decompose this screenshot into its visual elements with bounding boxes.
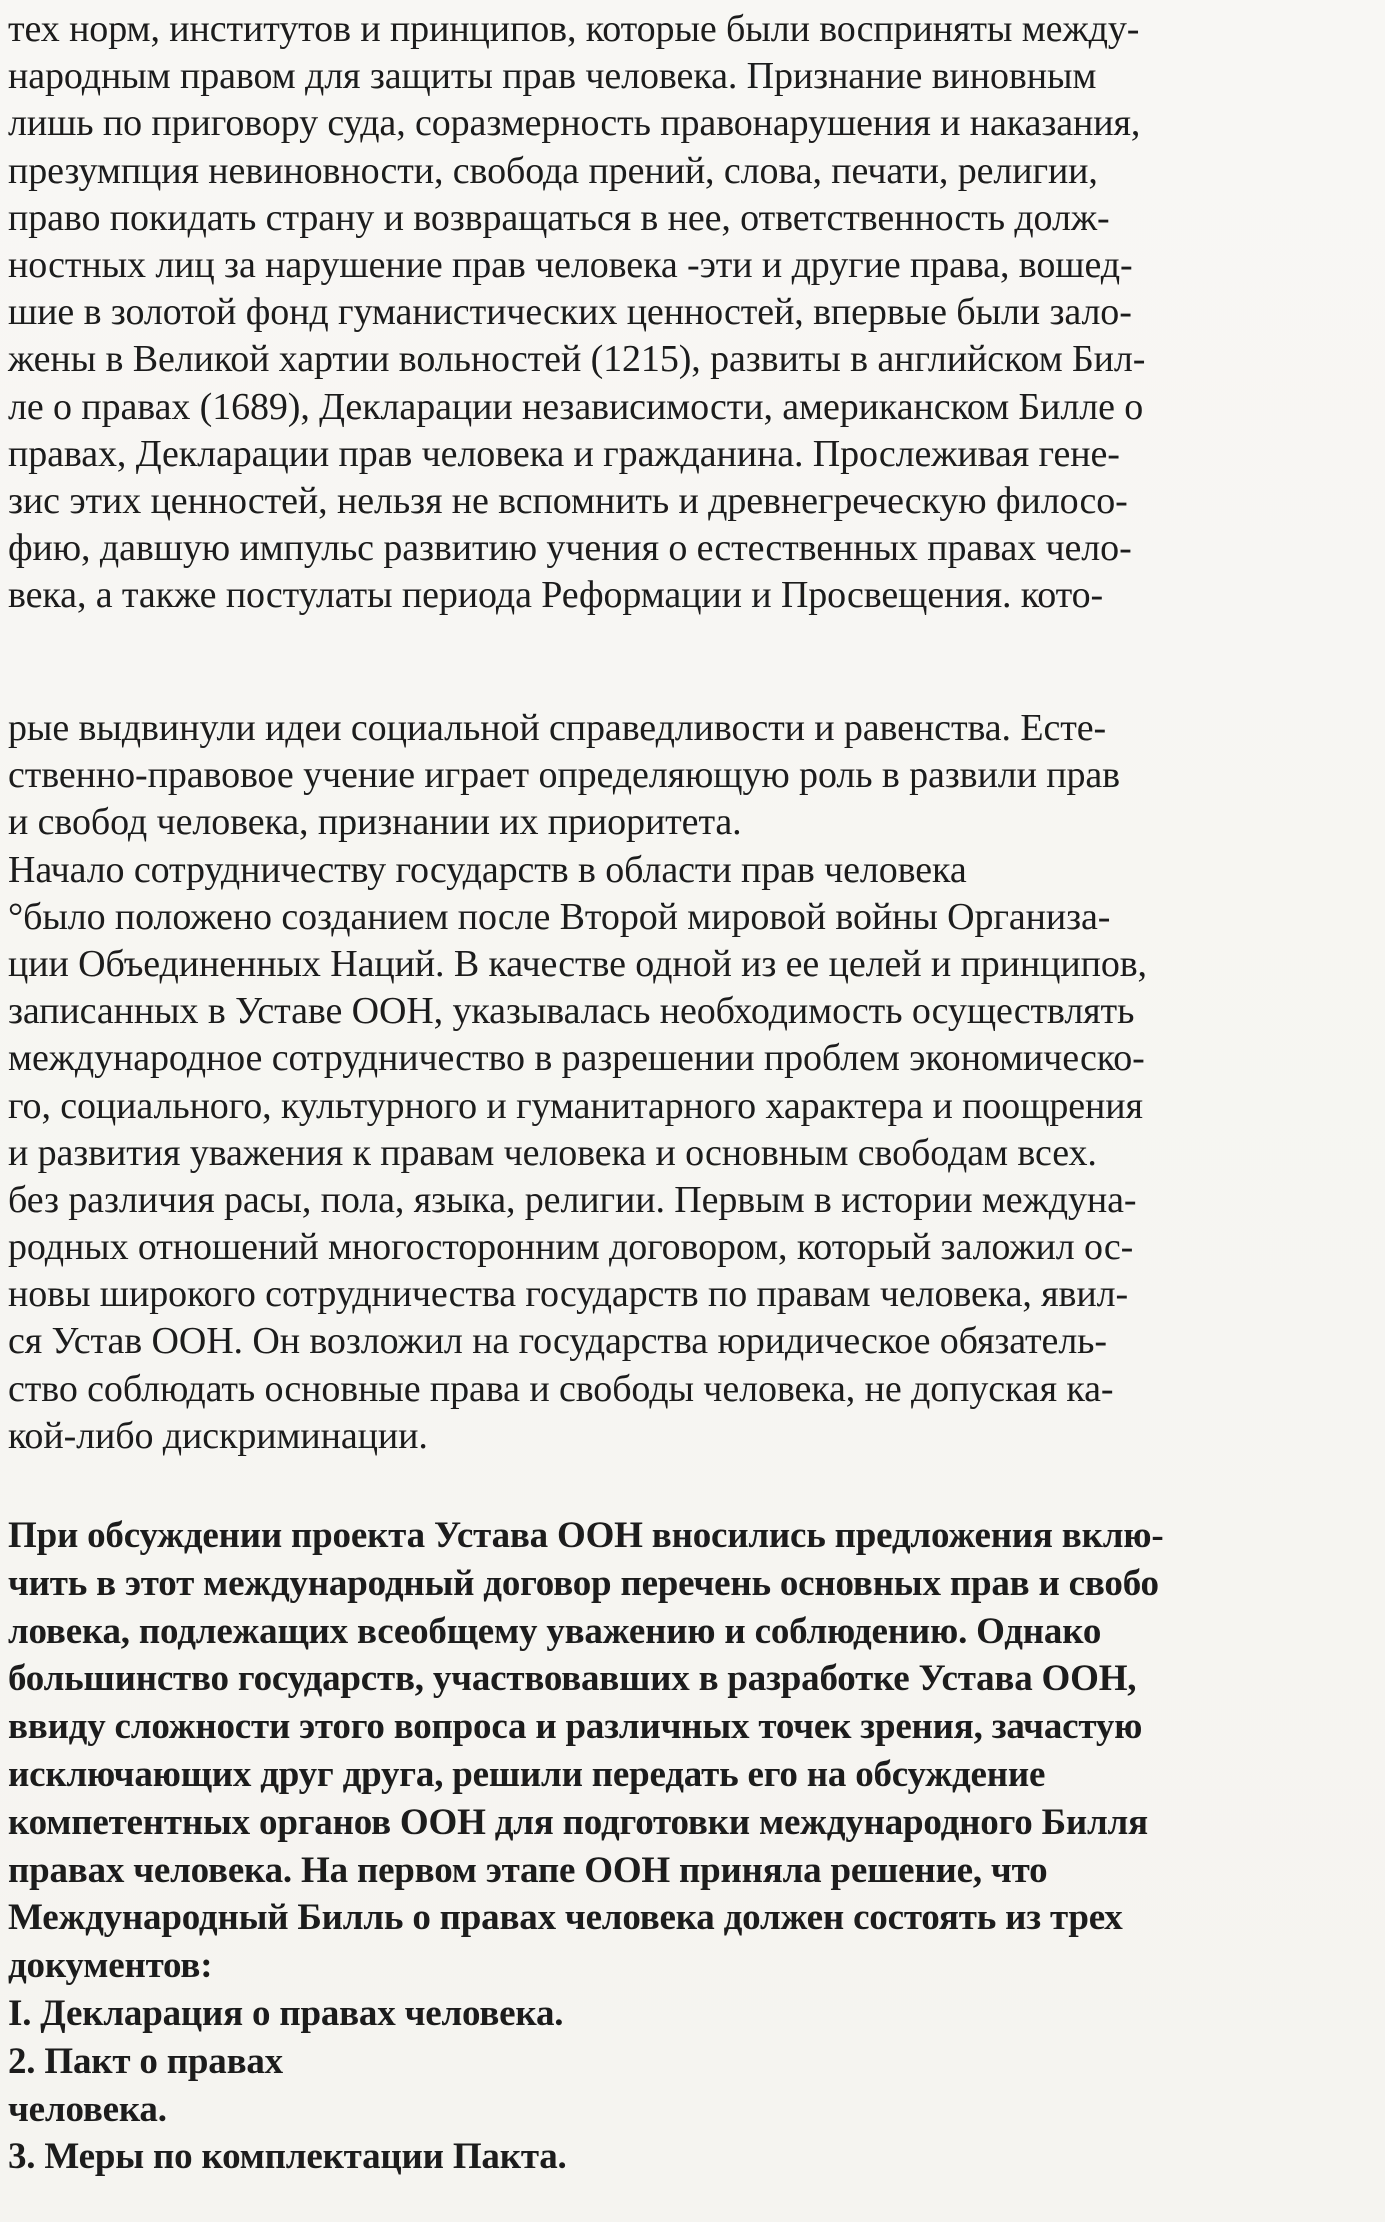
bold-text-line: компетентных органов ООН для подготовки международного Билля xyxy=(8,1801,1148,1843)
text-line: зис этих ценностей, нельзя не вспомнить и древнегреческую филосо- xyxy=(8,479,1128,522)
text-line: рые выдвинули идеи социальной справедливости и равенства. Есте- xyxy=(8,707,1107,749)
list-item: I. Декларация о правах человека. xyxy=(8,1992,564,2034)
bold-text-line: ввиду сложности этого вопроса и различных точек зрения, зачастую xyxy=(8,1706,1143,1748)
paragraph-bill-of-rights-bold xyxy=(8,1512,1380,2181)
text-line: фию, давшую импульс развитию учения о естественных правах чело- xyxy=(8,527,1132,570)
bold-text-line: правах человека. На первом этапе ООН приняла решение, что xyxy=(8,1849,1048,1891)
text-line: презумпция невиновности, свобода прений, слова, печати, религии, xyxy=(8,149,1098,192)
text-line: века, а также постулаты периода Реформации и Просвещения. кото- xyxy=(8,574,1104,617)
text-line: записанных в Уставе ООН, указывалась необходимость осуществлять xyxy=(8,990,1135,1033)
list-item: 2. Пакт о правах xyxy=(8,2040,283,2082)
bold-text-line: документов: xyxy=(8,1945,213,1987)
text-line: кой-либо дискриминации. xyxy=(8,1414,428,1457)
text-line: и свобод человека, признании их приоритета. xyxy=(8,801,742,844)
text-line: жены в Великой хартии вольностей (1215), развиты в английском Бил- xyxy=(8,338,1146,381)
text-line: народным правом для защиты прав человека. Признание виновным xyxy=(8,55,1097,98)
bold-text-line: ловека, подлежащих всеобщему уважению и соблюдению. Однако xyxy=(8,1610,1102,1652)
bold-text-line: исключающих друг друга, решили передать его на обсуждение xyxy=(8,1753,1046,1795)
text-line: ся Устав ООН. Он возложил на государства юридическое обязатель- xyxy=(8,1320,1107,1363)
text-line: Начало сотрудничеству государств в области прав человека xyxy=(8,848,967,891)
bold-text-line: Международный Билль о правах человека должен состоять из трех xyxy=(8,1897,1123,1939)
text-line: международное сотрудничество в разрешении проблем экономическо- xyxy=(8,1037,1145,1080)
text-line: го, социального, культурного и гуманитарного характера и поощрения xyxy=(8,1084,1143,1127)
bold-text-line: При обсуждении проекта Устава ООН вносились предложения вклю- xyxy=(8,1515,1164,1556)
bold-text-line: чить в этот международный договор перечень основных прав и свобо xyxy=(8,1562,1159,1604)
bold-text-line: большинство государств, участвовавших в разработке Устава ООН, xyxy=(8,1658,1137,1700)
text-line: право покидать страну и возвращаться в нее, ответственность долж- xyxy=(8,196,1110,239)
text-line: родных отношений многосторонним договором, который заложил ос- xyxy=(8,1226,1134,1269)
paragraph-rights-history xyxy=(8,6,1380,619)
text-line: ции Объединенных Наций. В качестве одной из ее целей и принципов, xyxy=(8,942,1147,985)
list-item: человека. xyxy=(8,2088,167,2130)
text-line: ственно-правовое учение играет определяющую роль в развили прав xyxy=(8,754,1120,797)
text-line: правах, Декларации прав человека и гражданина. Прослеживая гене- xyxy=(8,432,1120,475)
text-line: новы широкого сотрудничества государств по правам человека, явил- xyxy=(8,1273,1129,1316)
text-line: ле о правах (1689), Декларации независимости, американском Билле о xyxy=(8,385,1144,428)
text-line: тех норм, институтов и принципов, которые были восприняты между- xyxy=(8,8,1140,50)
text-line: и развития уважения к правам человека и основным свободам всех. xyxy=(8,1131,1097,1174)
text-line: ство соблюдать основные права и свободы человека, не допуская ка- xyxy=(8,1367,1114,1410)
text-line: лишь по приговору суда, соразмерность правонарушения и наказания, xyxy=(8,102,1141,145)
text-line: °было положено созданием после Второй мировой войны Организа- xyxy=(8,895,1111,938)
text-line: шие в золотой фонд гуманистических ценностей, впервые были зало- xyxy=(8,291,1132,334)
paragraph-un-cooperation xyxy=(8,705,1380,1460)
list-item: 3. Меры по комплектации Пакта. xyxy=(8,2136,567,2178)
text-line: ностных лиц за нарушение прав человека -эти и другие права, вошед- xyxy=(8,243,1133,286)
text-line: без различия расы, пола, языка, религии. Первым в истории междуна- xyxy=(8,1178,1137,1221)
